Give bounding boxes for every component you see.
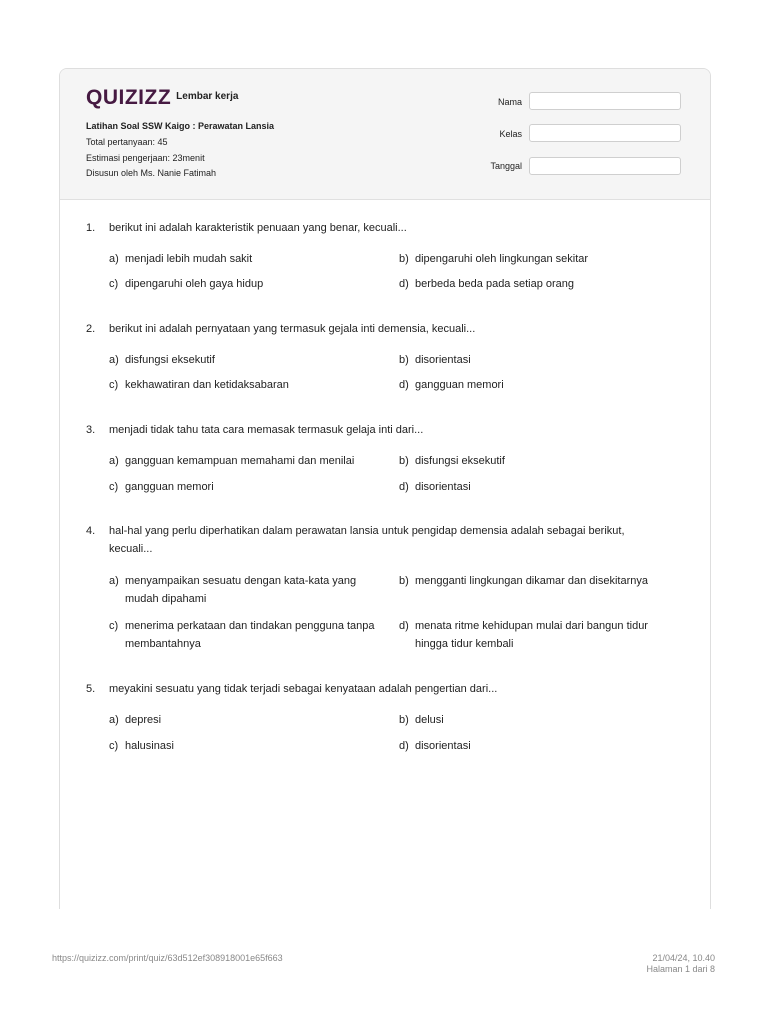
- option-text: disfungsi eksekutif: [125, 354, 215, 366]
- option-text: gangguan memori: [125, 481, 214, 493]
- footer-datetime: 21/04/24, 10.40: [652, 953, 715, 963]
- quizizz-logo: QUIZIZZ: [86, 86, 172, 109]
- date-field[interactable]: [529, 157, 681, 175]
- option-text: menyampaikan sesuatu dengan kata-kata yang mudah dipahami: [125, 575, 357, 605]
- option-letter: c): [109, 740, 119, 752]
- doc-type-label: Lembar kerja: [176, 90, 239, 102]
- option-letter: d): [399, 481, 409, 493]
- option-letter: c): [109, 620, 119, 632]
- option-text: dipengaruhi oleh lingkungan sekitar: [415, 253, 589, 265]
- worksheet-header: [60, 69, 710, 200]
- option-letter: c): [109, 278, 119, 290]
- option-text: gangguan memori: [415, 379, 504, 391]
- option-letter: c): [109, 481, 119, 493]
- option-letter: b): [399, 455, 409, 467]
- option-letter: a): [109, 253, 119, 265]
- question-number: 4.: [86, 525, 96, 537]
- footer-page-number: Halaman 1 dari 8: [646, 964, 715, 974]
- option-text: kekhawatiran dan ketidaksabaran: [125, 379, 289, 391]
- total-questions: Total pertanyaan: 45: [86, 137, 168, 147]
- option-text: menata ritme kehidupan mulai dari bangun tidur hingga tidur kembali: [415, 620, 648, 650]
- question-number: 3.: [86, 424, 96, 436]
- worksheet-sheet: [59, 68, 711, 909]
- option-letter: b): [399, 575, 409, 587]
- option-text: mengganti lingkungan dikamar dan disekitarnya: [415, 575, 648, 587]
- option-letter: b): [399, 354, 409, 366]
- quiz-title: Latihan Soal SSW Kaigo : Perawatan Lansia: [86, 121, 275, 131]
- footer-info: [646, 953, 715, 975]
- option-letter: d): [399, 379, 409, 391]
- option-text: menjadi lebih mudah sakit: [125, 253, 253, 265]
- option-text: menerima perkataan dan tindakan pengguna tanpa membantahnya: [125, 620, 375, 650]
- class-field[interactable]: [529, 124, 681, 142]
- option-text: disfungsi eksekutif: [415, 455, 505, 467]
- option-letter: d): [399, 620, 409, 632]
- question-text: hal-hal yang perlu diperhatikan dalam perawatan lansia untuk pengidap demensia adalah sebagai berikut, kecuali...: [109, 525, 625, 555]
- option-text: disorientasi: [415, 481, 471, 493]
- option-text: dipengaruhi oleh gaya hidup: [125, 278, 264, 290]
- estimated-time: Estimasi pengerjaan: 23menit: [86, 153, 205, 163]
- question-text: meyakini sesuatu yang tidak terjadi sebagai kenyataan adalah pengertian dari...: [109, 683, 498, 695]
- question-number: 1.: [86, 222, 96, 234]
- option-letter: b): [399, 714, 409, 726]
- option-letter: a): [109, 575, 119, 587]
- option-letter: c): [109, 379, 119, 391]
- option-text: delusi: [415, 714, 444, 726]
- option-text: halusinasi: [125, 740, 174, 752]
- question-number: 2.: [86, 323, 96, 335]
- brand: [86, 87, 238, 109]
- option-letter: a): [109, 455, 119, 467]
- author: Disusun oleh Ms. Nanie Fatimah: [86, 168, 217, 178]
- option-text: disorientasi: [415, 740, 471, 752]
- option-text: disorientasi: [415, 354, 471, 366]
- class-label: Kelas: [499, 129, 522, 139]
- option-letter: d): [399, 278, 409, 290]
- name-field[interactable]: [529, 92, 681, 110]
- footer-url: https://quizizz.com/print/quiz/63d512ef308918001e65f663: [52, 953, 283, 963]
- question-text: berikut ini adalah karakteristik penuaan yang benar, kecuali...: [109, 222, 407, 234]
- question-text: menjadi tidak tahu tata cara memasak termasuk gelaja inti dari...: [109, 424, 424, 436]
- option-text: depresi: [125, 714, 162, 726]
- date-label: Tanggal: [490, 161, 522, 171]
- option-letter: a): [109, 354, 119, 366]
- option-text: berbeda beda pada setiap orang: [415, 278, 575, 290]
- question-text: berikut ini adalah pernyataan yang termasuk gejala inti demensia, kecuali...: [109, 323, 476, 335]
- name-label: Nama: [497, 97, 522, 107]
- option-text: gangguan kemampuan memahami dan menilai: [125, 455, 355, 467]
- question-number: 5.: [86, 683, 96, 695]
- option-letter: d): [399, 740, 409, 752]
- option-letter: a): [109, 714, 119, 726]
- option-letter: b): [399, 253, 409, 265]
